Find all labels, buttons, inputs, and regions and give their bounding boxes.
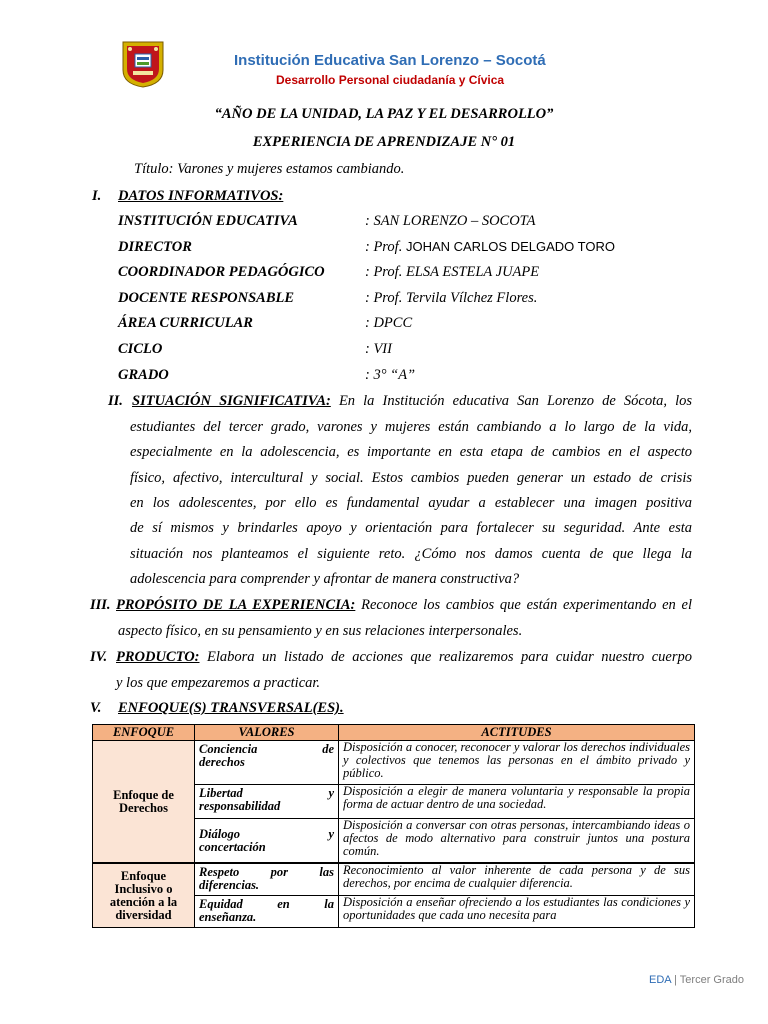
table-row <box>93 863 695 896</box>
info-label: DIRECTOR <box>118 239 192 255</box>
info-row-grado <box>118 367 718 387</box>
footer-separator: | <box>671 974 680 986</box>
valor-line: Equidad en la <box>199 897 334 911</box>
section-3-second-line: aspecto físico, en su pensamiento y en sus relaciones interpersonales. <box>118 623 523 639</box>
school-crest-logo <box>121 40 165 88</box>
info-row-institucion <box>118 213 718 233</box>
info-value: : DPCC <box>365 315 413 331</box>
info-row-area <box>118 315 718 335</box>
enfoques-table <box>92 724 695 928</box>
actitud-cell: Reconocimiento al valor inherente de cada persona y de sus derechos, por encima de cualquier diferencia. <box>339 863 695 896</box>
info-row-coordinador <box>118 264 718 284</box>
info-label: DOCENTE RESPONSABLE <box>118 290 295 306</box>
section-2-first-line <box>132 393 692 410</box>
actitud-cell: Disposición a conversar con otras personas, intercambiando ideas o afectos de modo alternativo para construir juntos una postura común. <box>339 819 695 864</box>
section-1-number: I. <box>92 188 102 204</box>
section-1-title: DATOS INFORMATIVOS: <box>118 188 284 204</box>
footer-grade: Tercer Grado <box>679 974 744 986</box>
info-value: : Prof. Tervila Vílchez Flores. <box>365 290 538 306</box>
paragraph-line: situación nos planteamos el siguiente reto. ¿Cómo nos damos cuenta de que llega la <box>130 546 692 562</box>
actitud-cell: Disposición a conocer, reconocer y valorar los derechos individuales y colectivos que tenemos las personas en el ámbito privado y público. <box>339 741 695 785</box>
info-value <box>365 239 615 256</box>
section-5-title: ENFOQUE(S) TRANSVERSAL(ES). <box>118 700 344 716</box>
valor-line: Conciencia de <box>199 742 334 756</box>
section-4-title: PRODUCTO: <box>116 649 200 665</box>
info-value: : VII <box>365 341 392 357</box>
valor-line: enseñanza. <box>199 910 257 924</box>
header-valores: VALORES <box>195 725 339 741</box>
info-row-director <box>118 239 718 259</box>
table-row <box>93 741 695 785</box>
section-4-second-line: y los que empezaremos a practicar. <box>116 675 321 691</box>
info-row-docente <box>118 290 718 310</box>
school-subtitle: Desarrollo Personal ciudadanía y Cívica <box>276 73 505 87</box>
section-3-first-line <box>116 597 692 614</box>
director-name: JOHAN CARLOS DELGADO TORO <box>405 239 615 254</box>
paragraph-line: adolescencia para comprender y afrontar de manera constructiva? <box>130 571 520 587</box>
paragraph-line: especialmente en la adolescencia, es importante en esta etapa de cambios en el aspecto <box>130 444 692 460</box>
page-footer <box>649 974 744 986</box>
section-5-number: V. <box>90 700 102 716</box>
valor-line: Libertad y <box>199 786 334 800</box>
valor-line: derechos <box>199 755 245 769</box>
info-label: ÁREA CURRICULAR <box>118 315 253 331</box>
actitud-cell: Disposición a enseñar ofreciendo a los estudiantes las condiciones y oportunidades que cada uno necesita para <box>339 896 695 928</box>
info-value: : 3° “A” <box>365 367 416 383</box>
header-enfoque: ENFOQUE <box>93 725 195 741</box>
section-3-title: PROPÓSITO DE LA EXPERIENCIA: <box>116 597 356 613</box>
eda-title: EXPERIENCIA DE APRENDIZAJE N° 01 <box>252 134 516 150</box>
paragraph-line: físico, afectivo, intercultural y social. Estos cambios pueden generar un estado de crisis <box>130 470 692 486</box>
valor-cell <box>195 741 339 785</box>
header-actitudes: ACTITUDES <box>339 725 695 741</box>
info-value-prefix: : Prof. <box>365 239 403 255</box>
school-name: Institución Educativa San Lorenzo – Socotá <box>234 52 546 69</box>
year-title: “AÑO DE LA UNIDAD, LA PAZ Y EL DESARROLLO” <box>214 106 554 122</box>
info-row-ciclo <box>118 341 718 361</box>
info-value: : Prof. ELSA ESTELA JUAPE <box>365 264 540 280</box>
section-4-number: IV. <box>90 649 108 665</box>
section-3-number: III. <box>90 597 111 613</box>
valor-cell <box>195 896 339 928</box>
experience-title: Título: Varones y mujeres estamos cambiando. <box>134 161 405 177</box>
footer-eda: EDA <box>649 974 672 986</box>
valor-cell <box>195 863 339 896</box>
enfoque-cell: Enfoque de Derechos <box>93 741 195 864</box>
valor-line: responsabilidad <box>199 799 281 813</box>
section-3-text: Reconoce los cambios que están experimentando en el <box>361 597 692 613</box>
section-2-title: SITUACIÓN SIGNIFICATIVA: <box>132 393 331 409</box>
valor-line: diferencias. <box>199 878 260 892</box>
valor-line: Respeto por las <box>199 865 334 879</box>
paragraph-line: estudiantes del tercer grado, varones y mujeres están cambiando a lo largo de la vida, <box>130 419 692 435</box>
info-label: CICLO <box>118 341 163 357</box>
valor-cell <box>195 785 339 819</box>
info-value: : SAN LORENZO – SOCOTA <box>365 213 536 229</box>
info-label: INSTITUCIÓN EDUCATIVA <box>118 213 298 229</box>
valor-line: Diálogo y <box>199 826 334 841</box>
info-label: COORDINADOR PEDAGÓGICO <box>118 264 325 280</box>
section-2-number: II. <box>108 393 123 409</box>
table-header-row <box>93 725 695 741</box>
valor-cell <box>195 819 339 864</box>
info-label: GRADO <box>118 367 169 383</box>
paragraph-line: en los adolescentes, por ello es fundamental ayudar a establecer una imagen positiva <box>130 495 692 511</box>
enfoque-cell: Enfoque Inclusivo o atención a la diversidad <box>93 863 195 928</box>
paragraph-line: de sí mismos y brindarles apoyo y orientación para fortalecer su seguridad. Ante esta <box>130 520 692 536</box>
section-4-text: Elabora un listado de acciones que realizaremos para cuidar nuestro cuerpo <box>207 649 692 665</box>
actitud-cell: Disposición a elegir de manera voluntaria y responsable la propia forma de actuar dentro de una sociedad. <box>339 785 695 819</box>
valor-line: concertación <box>199 839 266 854</box>
section-2-text: En la Institución educativa San Lorenzo de Sócota, los <box>338 393 693 409</box>
section-4-first-line <box>116 649 692 666</box>
